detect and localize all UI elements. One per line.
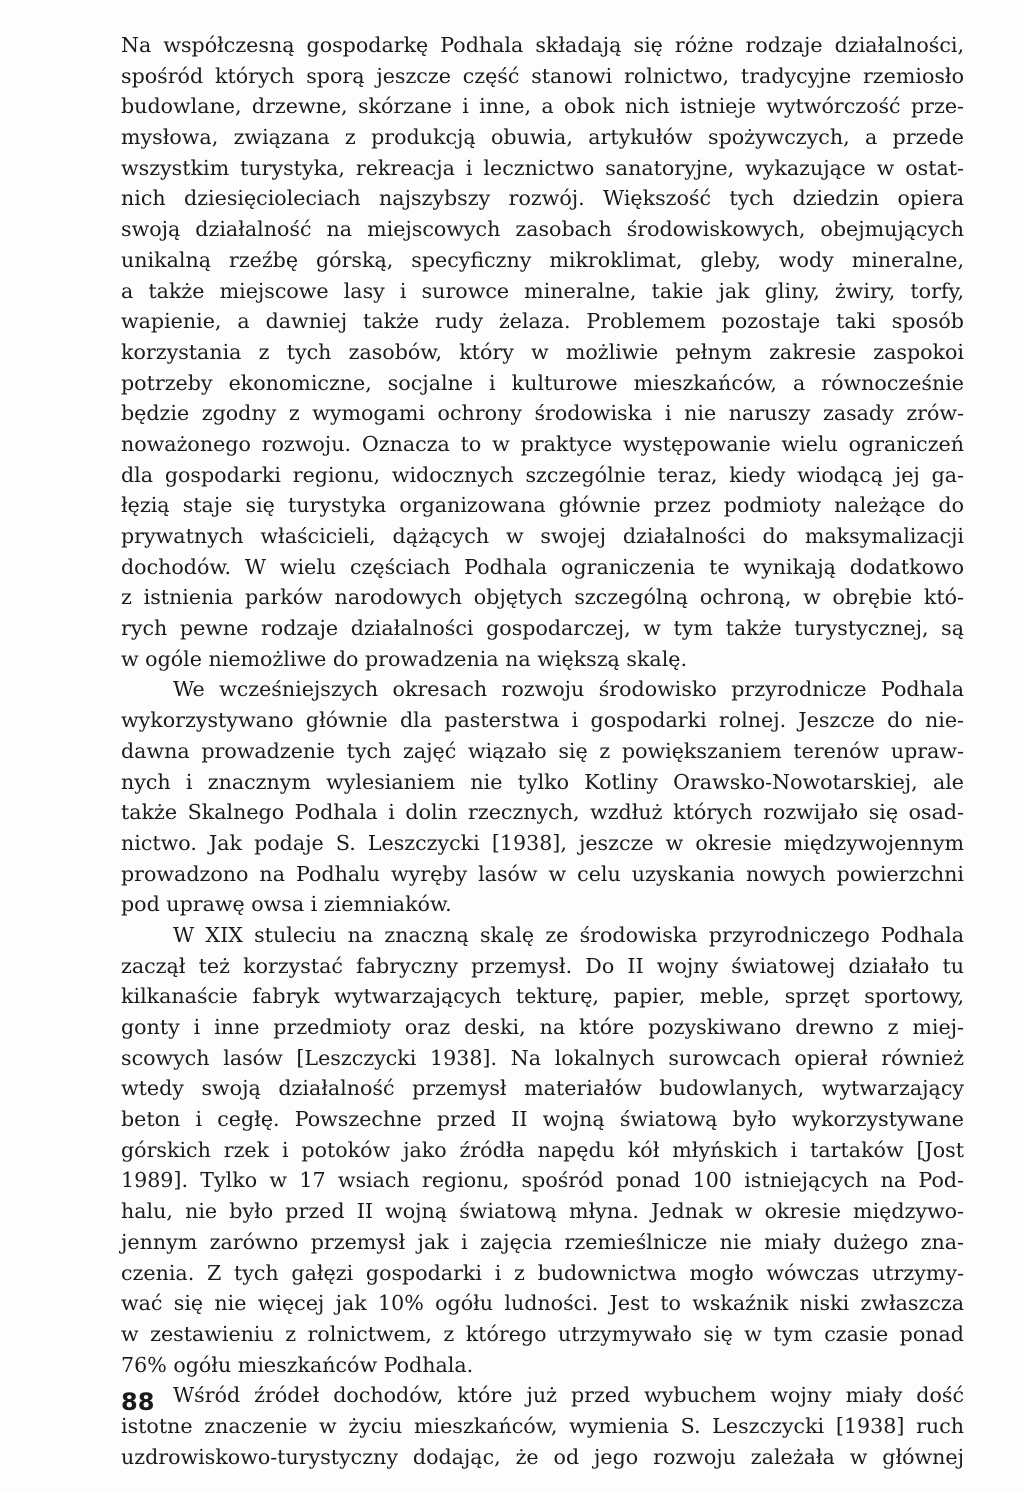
text-line: mysłowa, związana z produkcją obuwia, artykułów spożywczych, a przede bbox=[121, 125, 964, 150]
text-line: w zestawieniu z rolnictwem, z którego utrzymywało się w tym czasie ponad bbox=[121, 1321, 964, 1346]
text-line: prowadzono na Podhalu wyręby lasów w celu uzyskania nowych powierzchni bbox=[121, 861, 964, 886]
text-line: Wśród źródeł dochodów, które już przed wybuchem wojny miały dość bbox=[173, 1383, 964, 1408]
text-line: 76% ogółu mieszkańców Podhala. bbox=[121, 1352, 474, 1377]
text-line: prywatnych właścicieli, dążących w swojej działalności do maksymalizacji bbox=[121, 524, 964, 548]
text-line: spośród których sporą jeszcze część stanowi rolnictwo, tradycyjne rzemiosło bbox=[121, 63, 964, 88]
text-line: wtedy swoją działalność przemysł materiałów budowlanych, wytwarzający bbox=[121, 1076, 964, 1101]
text-line: dla gospodarki regionu, widocznych szczególnie teraz, kiedy wiodącą jej ga- bbox=[121, 462, 964, 487]
text-line: pod uprawę owsa i ziemniaków. bbox=[121, 892, 452, 917]
text-line: We wcześniejszych okresach rozwoju środowisko przyrodnicze Podhala bbox=[173, 677, 964, 702]
paragraph bbox=[121, 674, 964, 920]
text-line: 1989]. Tylko w 17 wsiach regionu, spośród ponad 100 istniejących na Pod- bbox=[121, 1168, 964, 1193]
text-line: wykorzystywano głównie dla pasterstwa i gospodarki rolnej. Jeszcze do nie- bbox=[121, 708, 964, 733]
text-line: nych i znacznym wylesianiem nie tylko Kotliny Orawsko-Nowotarskiej, ale bbox=[121, 769, 964, 794]
text-line: nictwo. Jak podaje S. Leszczycki [1938], jeszcze w okresie międzywojennym bbox=[121, 830, 964, 855]
text-line: zaczął też korzystać fabryczny przemysł. Do II wojny światowej działało tu bbox=[121, 953, 964, 978]
text-line: halu, nie było przed II wojną światową młyna. Jednak w okresie międzywo- bbox=[121, 1199, 964, 1224]
text-line: dochodów. W wielu częściach Podhala ograniczenia te wynikają dodatkowo bbox=[121, 554, 964, 579]
text-line: unikalną rzeźbę górską, specyficzny mikroklimat, gleby, wody mineralne, bbox=[121, 247, 964, 272]
text-line: a także miejscowe lasy i surowce mineralne, takie jak gliny, żwiry, torfy, bbox=[121, 278, 964, 303]
text-line: wszystkim turystyka, rekreacja i lecznictwo sanatoryjne, wykazujące w ostat- bbox=[121, 155, 964, 180]
text-line: budowlane, drzewne, skórzane i inne, a obok nich istnieje wytwórczość prze- bbox=[121, 94, 964, 119]
text-line: w ogóle niemożliwe do prowadzenia na większą skalę. bbox=[121, 646, 688, 671]
text-line: noważonego rozwoju. Oznacza to w praktyce występowanie wielu ograniczeń bbox=[121, 431, 964, 456]
text-line: wapienie, a dawniej także rudy żelaza. Problemem pozostaje taki sposób bbox=[121, 309, 964, 334]
text-line: korzystania z tych zasobów, który w możliwie pełnym zakresie zaspokoi bbox=[121, 339, 964, 364]
text-line: swoją działalność na miejscowych zasobach środowiskowych, obejmujących bbox=[121, 217, 964, 242]
paragraph bbox=[121, 1380, 964, 1472]
text-line: rych pewne rodzaje działalności gospodarczej, w tym także turystycznej, są bbox=[121, 616, 964, 641]
text-line: z istnienia parków narodowych objętych szczególną ochroną, w obrębie któ- bbox=[121, 585, 964, 610]
body-text bbox=[121, 30, 964, 1472]
text-line: górskich rzek i potoków jako źródła napędu kół młyńskich i tartaków [Jost bbox=[121, 1137, 964, 1162]
text-line: W XIX stuleciu na znaczną skalę ze środowiska przyrodniczego Podhala bbox=[173, 922, 964, 947]
text-line: scowych lasów [Leszczycki 1938]. Na lokalnych surowcach opierał również bbox=[121, 1045, 964, 1070]
text-line: dawna prowadzenie tych zajęć wiązało się z powiększaniem terenów upraw- bbox=[121, 738, 964, 763]
text-line: istotne znaczenie w życiu mieszkańców, wymienia S. Leszczycki [1938] ruch bbox=[121, 1413, 964, 1438]
text-line: potrzeby ekonomiczne, socjalne i kulturowe mieszkańców, a równocześnie bbox=[121, 370, 964, 395]
text-line: gonty i inne przedmioty oraz deski, na które pozyskiwano drewno z miej- bbox=[121, 1015, 964, 1039]
text-line: uzdrowiskowo-turystyczny dodając, że od jego rozwoju zależała w głównej bbox=[121, 1444, 964, 1469]
text-line: jennym zarówno przemysł jak i zajęcia rzemieślnicze nie miały dużego zna- bbox=[121, 1229, 964, 1254]
text-line: także Skalnego Podhala i dolin rzecznych, wzdłuż których rozwijało się osad- bbox=[121, 800, 964, 825]
paragraph bbox=[121, 30, 964, 674]
text-line: Na współczesną gospodarkę Podhala składają się różne rodzaje działalności, bbox=[121, 33, 964, 57]
text-line: będzie zgodny z wymogami ochrony środowiska i nie naruszy zasady zrów- bbox=[121, 401, 964, 426]
text-line: czenia. Z tych gałęzi gospodarki i z budownictwa mogło wówczas utrzymy- bbox=[121, 1260, 964, 1285]
page-number: 88 bbox=[121, 1388, 155, 1416]
text-line: kilkanaście fabryk wytwarzających tekturę, papier, meble, sprzęt sportowy, bbox=[121, 984, 964, 1009]
text-line: beton i cegłę. Powszechne przed II wojną światową było wykorzystywane bbox=[121, 1107, 964, 1132]
paragraph bbox=[121, 920, 964, 1380]
text-line: nich dziesięcioleciach najszybszy rozwój. Większość tych dziedzin opiera bbox=[121, 186, 964, 211]
text-line: łęzią staje się turystyka organizowana głównie przez podmioty należące do bbox=[121, 493, 964, 518]
text-line: wać się nie więcej jak 10% ogółu ludności. Jest to wskaźnik niski zwłaszcza bbox=[121, 1291, 964, 1316]
